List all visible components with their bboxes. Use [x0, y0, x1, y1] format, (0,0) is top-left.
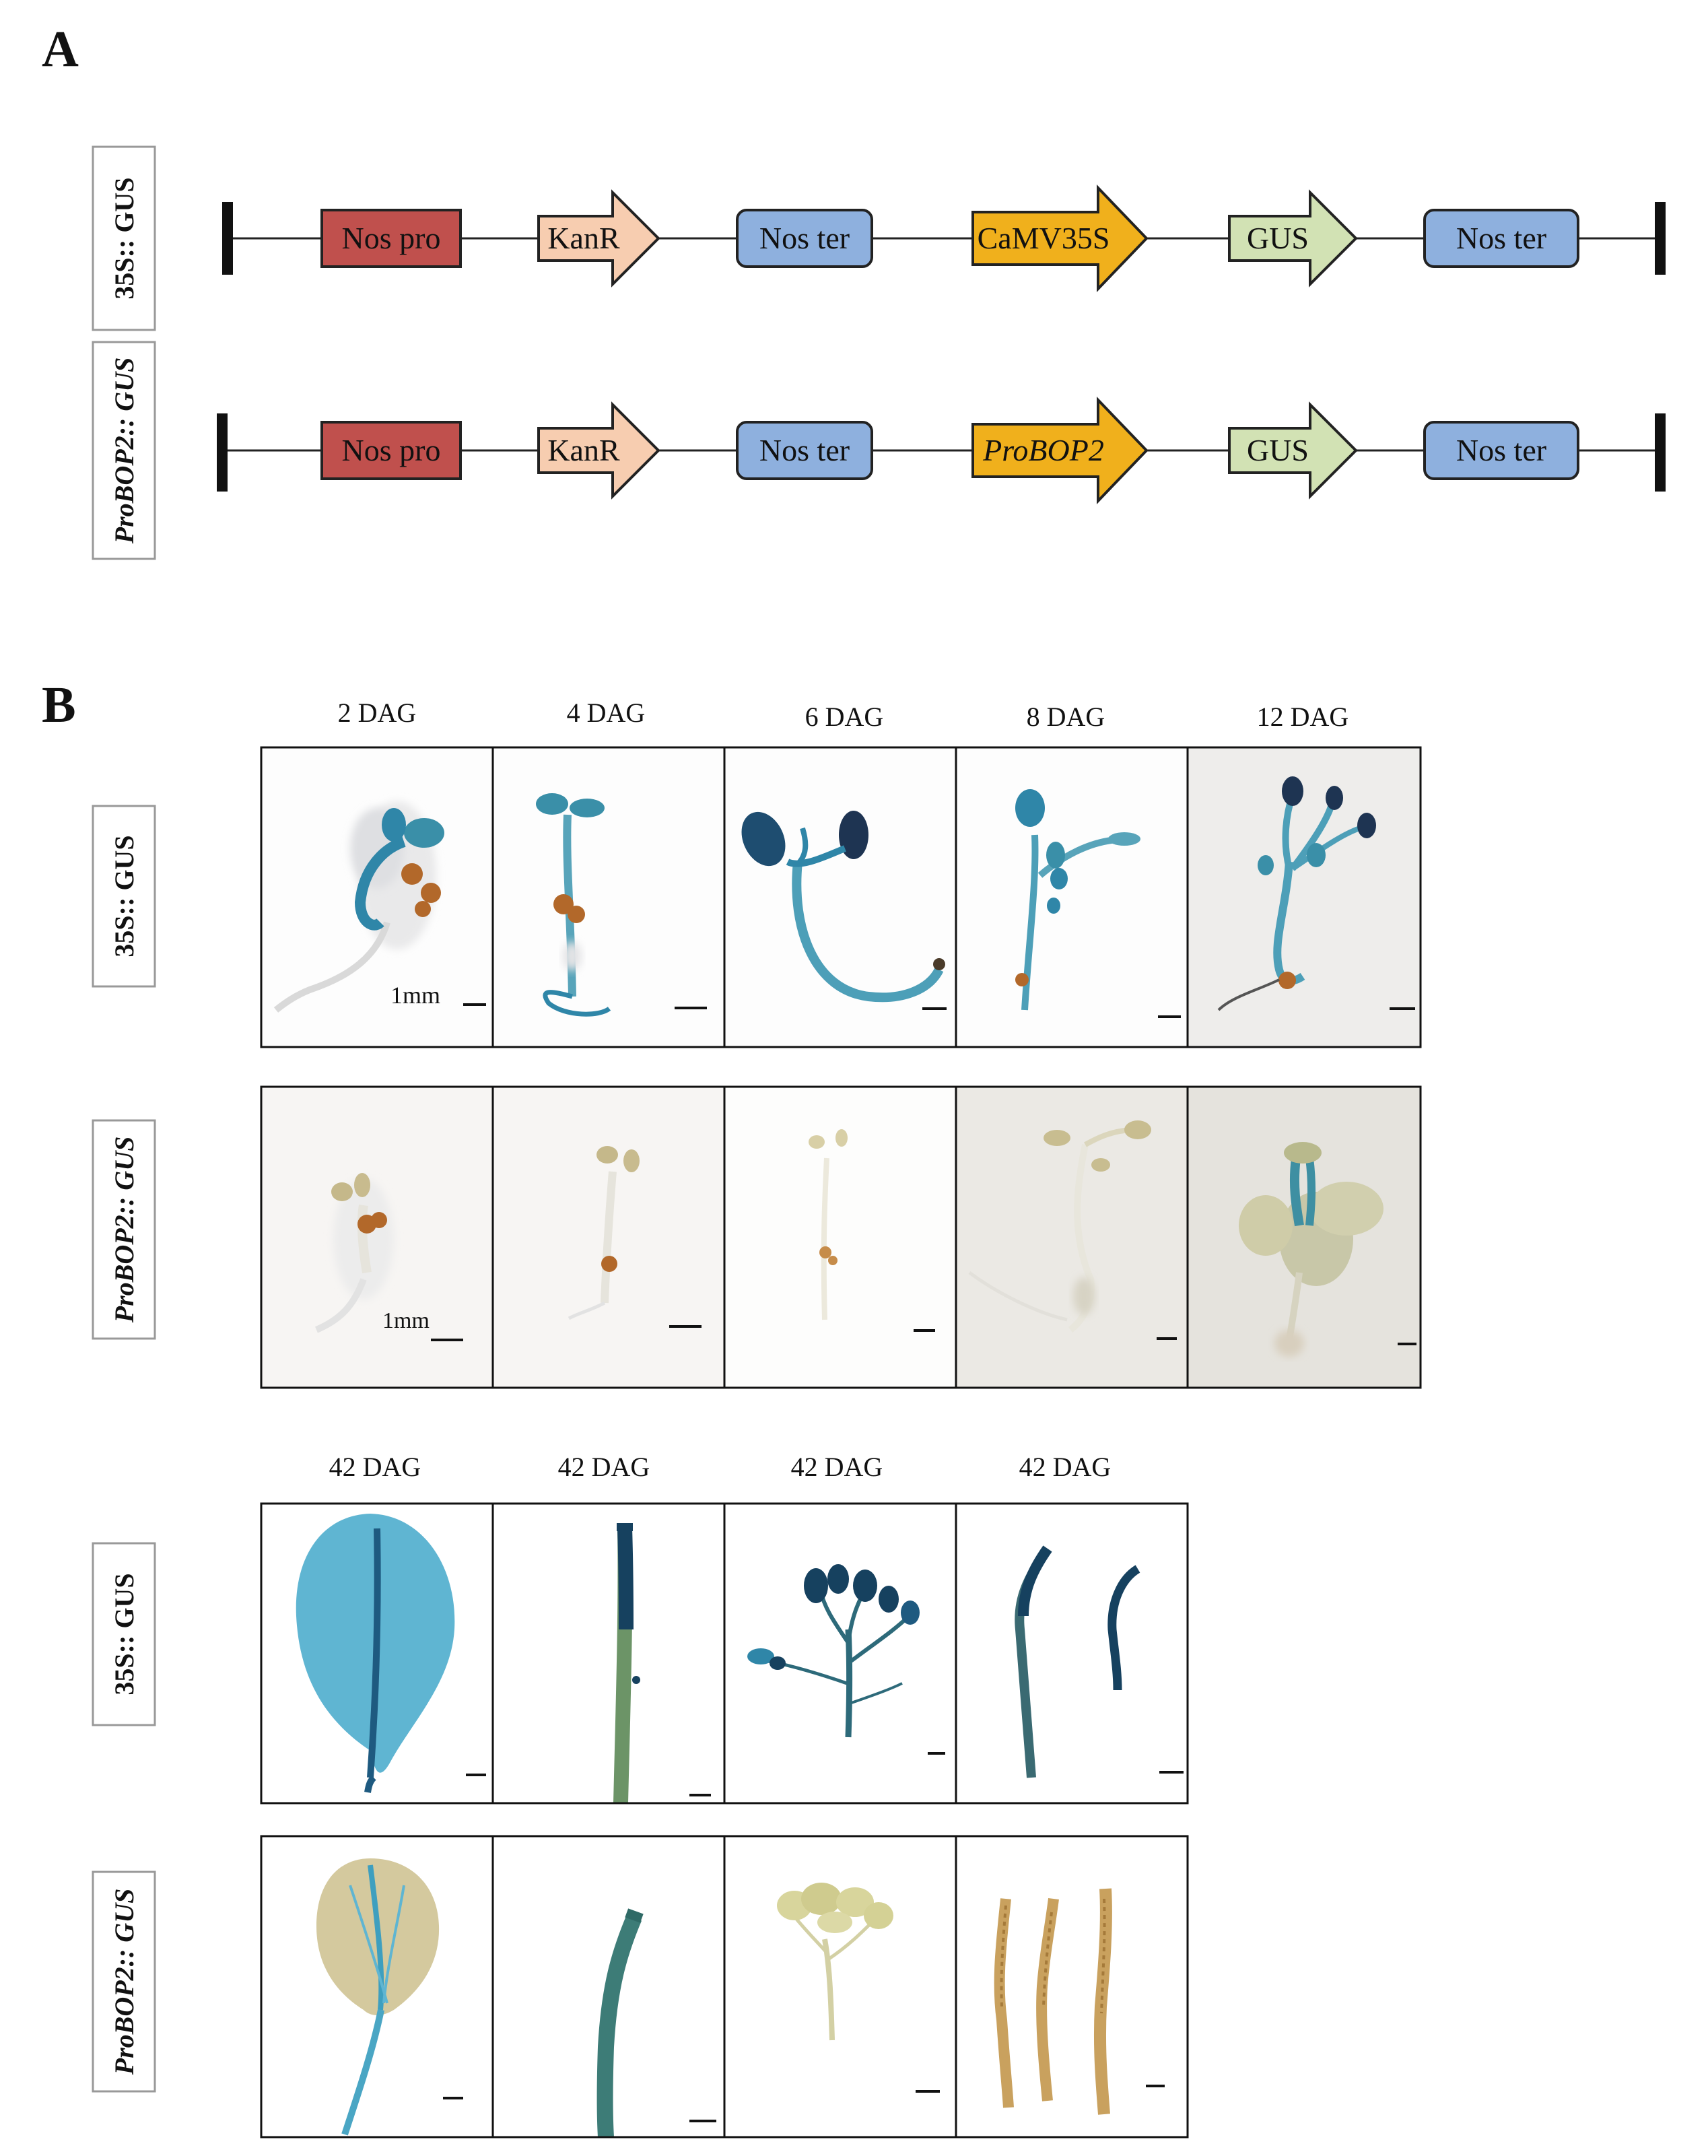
- scale-bar: [443, 2097, 463, 2099]
- stage-header: 2 DAG: [337, 698, 417, 728]
- construct-label: KanR: [547, 433, 620, 467]
- construct-probop2: [973, 400, 1147, 501]
- construct-gus: [1229, 193, 1356, 284]
- scale-bar: [1398, 1343, 1416, 1345]
- construct-nos-pro: [322, 422, 460, 479]
- construct-label: CaMV35S: [977, 221, 1110, 255]
- micrograph-inflorescence-probop2: [724, 1836, 956, 2137]
- construct-label: GUS: [1246, 433, 1309, 467]
- micrograph-2dag-35s: [261, 747, 493, 1047]
- stage-header: 8 DAG: [1026, 702, 1105, 732]
- scale-bar: [914, 1329, 935, 1332]
- micrograph-8dag-35s: [956, 747, 1188, 1047]
- micrograph-siliques-probop2: [956, 1836, 1188, 2137]
- construct-camv35s: [973, 188, 1147, 289]
- stage-header: 42 DAG: [557, 1452, 650, 1482]
- scale-bar: [1158, 1015, 1181, 1018]
- stage-header: 42 DAG: [790, 1452, 883, 1482]
- construct-label: Nos ter: [1456, 433, 1547, 467]
- scale-bar: [689, 2120, 716, 2122]
- micrograph-6dag-35s: [724, 747, 956, 1047]
- scale-bar: [431, 1339, 463, 1341]
- construct-label: Nos ter: [759, 433, 850, 467]
- scale-bar: [916, 2090, 940, 2093]
- construct-label: Nos ter: [759, 221, 850, 255]
- micrograph-stem-35s: [493, 1504, 724, 1803]
- scale-bar: [466, 1774, 486, 1776]
- right-border-bar: [1655, 413, 1666, 492]
- construct-kanr: [539, 193, 658, 284]
- scale-bar: [922, 1007, 947, 1010]
- scale-bar: [928, 1752, 945, 1755]
- micrograph-4dag-probop2: [493, 1087, 724, 1388]
- stage-header: 42 DAG: [329, 1452, 421, 1482]
- row-label-35s-gus: 35S:: GUS: [109, 1573, 139, 1695]
- stage-header: 4 DAG: [566, 698, 646, 728]
- row-label-probop2-gus: ProBOP2:: GUS: [109, 357, 139, 544]
- micrograph-leaf-35s: [261, 1504, 493, 1803]
- panel-a-label: A: [42, 21, 79, 77]
- micrograph-stem-probop2: [493, 1836, 724, 2137]
- construct-gus: [1229, 405, 1356, 496]
- scale-bar: [1157, 1337, 1177, 1340]
- construct-nos-ter: [1425, 210, 1578, 267]
- panel-b-label: B: [42, 677, 76, 733]
- construct-label: Nos pro: [341, 433, 441, 467]
- construct-nos-ter: [737, 210, 872, 267]
- left-border-bar: [222, 202, 233, 275]
- construct-elements: [322, 188, 1578, 501]
- scale-bar-label: 1mm: [390, 982, 441, 1009]
- construct-nos-pro: [322, 210, 460, 267]
- scale-bar: [1390, 1007, 1415, 1010]
- micrograph-4dag-35s: [493, 747, 724, 1047]
- scale-bar: [675, 1007, 707, 1009]
- stage-header: 12 DAG: [1256, 702, 1349, 732]
- scale-bar: [1146, 2085, 1165, 2087]
- construct-label: Nos pro: [341, 221, 441, 255]
- scale-bar: [669, 1325, 702, 1328]
- construct-label: ProBOP2: [983, 433, 1104, 467]
- micrograph-inflorescence-35s: [724, 1504, 956, 1803]
- row-label-35s-gus: 35S:: GUS: [109, 835, 139, 957]
- scale-bar: [463, 1003, 486, 1006]
- micrograph-leaf-probop2: [261, 1836, 493, 2137]
- stage-header: 6 DAG: [805, 702, 884, 732]
- right-border-bar: [1655, 202, 1666, 275]
- row-label-probop2-gus: ProBOP2:: GUS: [109, 1136, 139, 1323]
- scale-bar: [1159, 1771, 1184, 1774]
- construct-nos-ter: [1425, 422, 1578, 479]
- row-label-35s-gus: 35S:: GUS: [109, 177, 139, 300]
- row-label-probop2-gus: ProBOP2:: GUS: [109, 1888, 139, 2075]
- scale-bar-label: 1mm: [382, 1308, 430, 1333]
- construct-label: Nos ter: [1456, 221, 1547, 255]
- left-border-bar: [217, 413, 228, 492]
- construct-label: KanR: [547, 221, 620, 255]
- scale-bar: [689, 1794, 711, 1796]
- micrograph-6dag-probop2: [724, 1087, 956, 1388]
- micrograph-12dag-35s: [1188, 747, 1421, 1047]
- construct-kanr: [539, 405, 658, 496]
- micrograph-2dag-probop2: [261, 1087, 493, 1388]
- micrograph-12dag-probop2: [1188, 1087, 1421, 1388]
- construct-label: GUS: [1246, 221, 1309, 255]
- micrograph-siliques-35s: [956, 1504, 1188, 1803]
- stage-header: 42 DAG: [1019, 1452, 1112, 1482]
- construct-nos-ter: [737, 422, 872, 479]
- micrograph-8dag-probop2: [956, 1087, 1188, 1388]
